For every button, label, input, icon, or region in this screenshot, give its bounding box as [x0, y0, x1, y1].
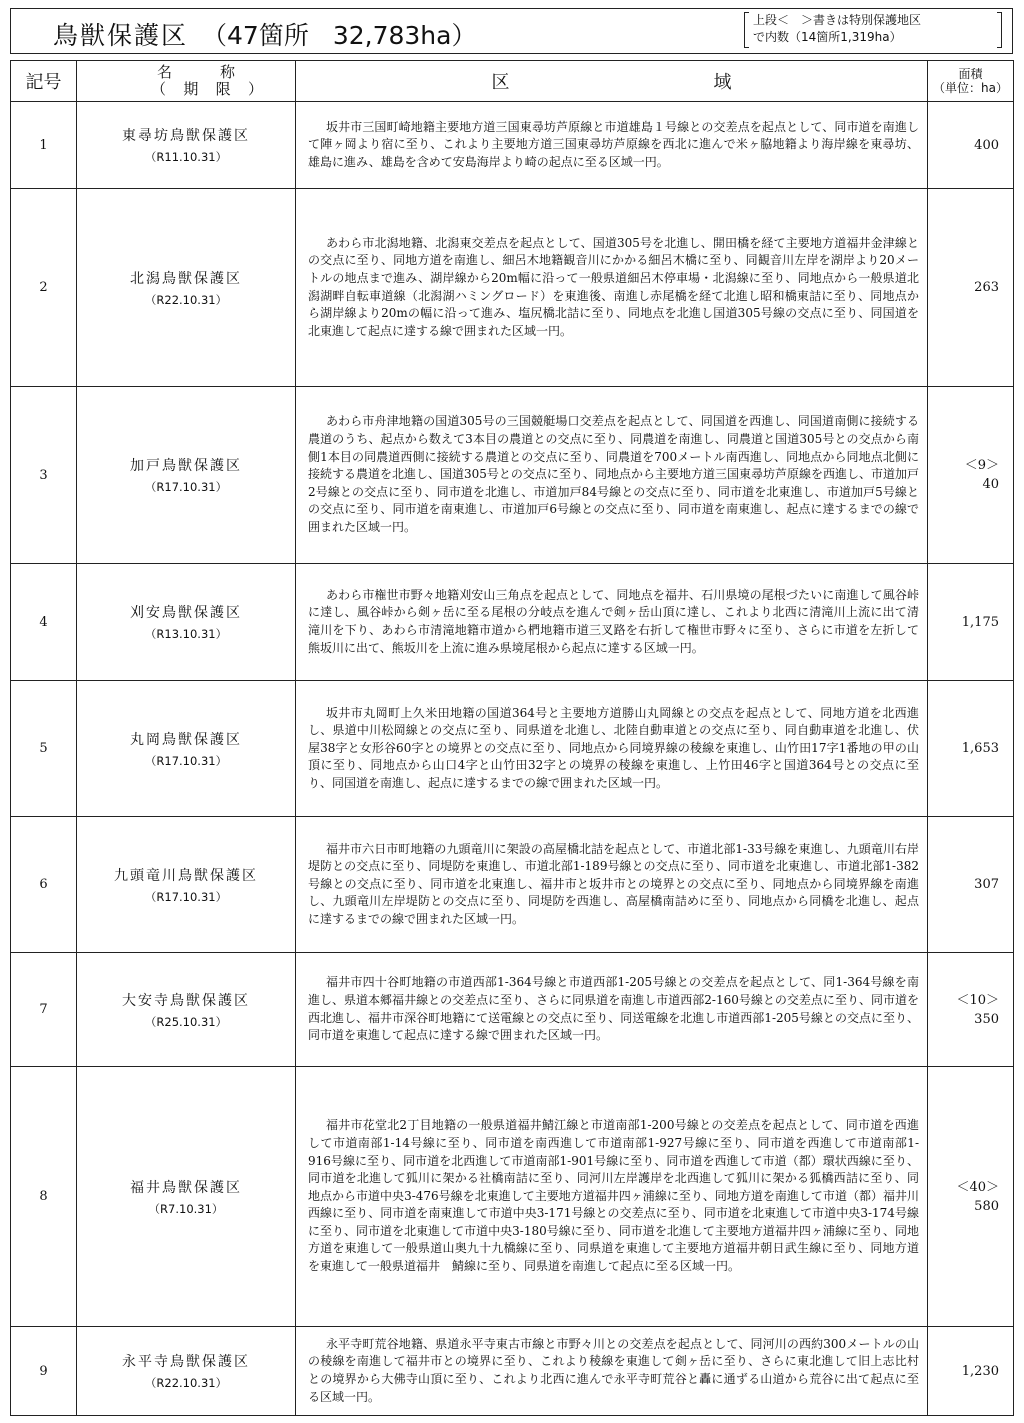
sanctuary-period: （R11.10.31） — [144, 150, 228, 164]
col-header-area-line2: （単位：ha） — [933, 81, 1008, 95]
sanctuary-period: （R22.10.31） — [144, 292, 228, 307]
region-description: 福井市六日市町地籍の九頭竜川に架設の高屋橋北詰を起点として、市道北部1-33号線を東進し、九頭竜川右岸堤防との交点に至り、同堤防を東進し、市道北部1-189号線との交点に至り、同市道を北東進し、市道北部1-382号線との交点に至り、同市道を北東進し、福井市と坂井市との境界との交点に至り、同地点から同境界線を南進し、九頭竜川左岸堤防との交点に至り、同堤防を西進し、高屋橋南詰めに至り、同地点から同橋を北進し、起点に達するまでの線で囲まれた区域一円。 — [296, 817, 928, 953]
sanctuary-period: （R7.10.31） — [148, 1201, 224, 1216]
area-value: 1,175 — [961, 614, 999, 630]
row-number: 2 — [11, 189, 77, 387]
row-number: 1 — [11, 102, 77, 189]
area-value: 307 — [974, 877, 999, 892]
table-row — [11, 1327, 1014, 1416]
col-header-name-line2: （期限） — [151, 80, 263, 98]
title-count: （47箇所 — [202, 21, 309, 50]
area-value: 1,230 — [961, 1363, 999, 1379]
area-cell — [928, 387, 1014, 564]
sanctuary-period: （R13.10.31） — [144, 627, 228, 641]
title-total-area: 32,783ha） — [332, 21, 477, 50]
table-row — [11, 1067, 1014, 1327]
sanctuary-name: 永平寺鳥獣保護区 — [122, 1354, 250, 1370]
col-header-num: 記号 — [11, 61, 77, 102]
special-area-note — [744, 12, 1002, 48]
sanctuary-name: 丸岡鳥獣保護区 — [130, 731, 242, 748]
area-value: 350 — [974, 1011, 999, 1027]
region-description: 永平寺町荒谷地籍、県道永平寺東古市線と市野々川との交差点を起点として、同河川の西約300メートルの山の稜線を南進して福井市との境界に至り、これより稜線を東進して剣ヶ岳に至り、さらに東北進して旧上志比村との境界から大佛寺山頂に至り、これより北西に進んで永平寺町荒谷と轟に通ずる山道から荒谷に出て起点に至る区域一円。 — [296, 1327, 928, 1416]
region-description: 坂井市丸岡町上久米田地籍の国道364号と主要地方道勝山丸岡線との交点を起点として、同地方道を北西進し、県道中川松岡線との交点に至り、同県道を北進し、北陸自動車道との交点に至り、同自動車道を北進し、伏屋38字と女形谷60字との境界との交点に至り、同地点から同境界線の稜線を東進し、山竹田17字1番地の甲の山頂に至り、同地点から山口4字と山竹田32字との境界の稜線を東進し、上竹田46字と国道364号との交点に至り、同国道を南進し、起点に達するまでの線で囲まれた区域一円。 — [296, 681, 928, 817]
sanctuary-period: （R17.10.31） — [144, 753, 228, 768]
sanctuary-name-cell — [77, 953, 296, 1067]
area-value: 263 — [974, 280, 999, 295]
area-cell — [928, 681, 1014, 817]
region-description: 福井市花堂北2丁目地籍の一般県道福井鯖江線と市道南部1-200号線との交差点を起点として、同市道を西進して市道南部1-14号線に至り、同市道を南西進して市道南部1-927号線に至り、同市道を西進して市道南部1-916号線に至り、同市道を北西進して市道南部1-901号線に至り、同市道を西進して市道（都）環状西線に至り、同市道を北進して狐川に架かる社橋南詰に至り、同河川左岸護岸を北西進して狐川に架かる狐橋西詰に至り、同地点から市道中央3-476号線を北東進して主要地方道福井四ヶ浦線に至り、同地方道を南進して市道（都）福井川西線に至り、同市道を南東進して市道中央3-171号線との交差点に至り、同市道を北東進して市道中央3-174号線に至り、同市道を北東進して市道中央3-180号線に至り、同市道を北進して主要地方道福井四ヶ浦線に至り、同地方道を東進して一般県道山奥九十九橋線に至り、同県道を東進して主要地方道福井朝日武生線に至り、同地方道を東進して一般県道福井 鯖線に至り、同県道を南進して起点に至る区域一円。 — [296, 1067, 928, 1327]
table-row — [11, 817, 1014, 953]
special-area: ＜9＞ — [964, 458, 999, 473]
sanctuary-name: 刈安鳥獣保護区 — [130, 605, 242, 621]
sanctuary-name-cell — [77, 1067, 296, 1327]
sanctuary-name: 東尋坊鳥獣保護区 — [122, 128, 250, 144]
table-row — [11, 953, 1014, 1067]
area-cell — [928, 189, 1014, 387]
region-description: 福井市四十谷町地籍の市道西部1-364号線と市道西部1-205号線との交差点を起点として、同1-364号線を南進し、県道本郷福井線との交差点に至り、さらに同県道を南進し市道西部2-160号線との交差点に至り、同市道を西北進し、福井市深谷町地籍にて送電線との交点に至り、同送電線を北進し市道西部1-205号線との交点に至り、同市道を東進して起点に達する線で囲まれた区域一円。 — [296, 953, 928, 1067]
row-number: 4 — [11, 564, 77, 681]
row-number: 9 — [11, 1327, 77, 1416]
col-header-name — [77, 61, 296, 102]
sanctuary-name-cell — [77, 387, 296, 564]
col-header-area — [928, 61, 1014, 102]
table-row — [11, 681, 1014, 817]
region-description: あわら市北潟地籍、北潟東交差点を起点として、国道305号を北進し、開田橋を経て主要地方道福井金津線との交点に至り、同地方道を南進し、細呂木地籍観音川にかかる細呂木橋に至り、同観音川左岸を湖岸より20メートルの地点まで進み、湖岸線から20m幅に沿って一般県道細呂木停車場・北潟線に至り、同地点から一般県道北潟湖畔自転車道線（北潟湖ハミングロード）を東進後、南進し赤尾橋を経て北進し昭和橋東詰に至り、同地点から湖岸線より20mの幅に沿って進み、塩尻橋北詰に至り、同地点を北進し国道305号線の交点に至り、同国道を北東進して起点に達する線で囲まれた区域一円。 — [296, 189, 928, 387]
sanctuary-period: （R25.10.31） — [144, 1014, 228, 1029]
sanctuary-name: 九頭竜川鳥獣保護区 — [114, 867, 258, 884]
sanctuary-period: （R17.10.31） — [144, 480, 228, 494]
col-header-name-line1: 名称 — [157, 63, 235, 81]
table-row — [11, 102, 1014, 189]
area-cell — [928, 102, 1014, 189]
sanctuary-name-cell — [77, 102, 296, 189]
area-cell — [928, 817, 1014, 953]
area-cell — [928, 564, 1014, 681]
col-header-region-text: 区域 — [491, 72, 732, 93]
sanctuary-period: （R22.10.31） — [144, 1376, 228, 1390]
sanctuary-name: 大安寺鳥獣保護区 — [122, 992, 250, 1009]
area-value: 1,653 — [961, 741, 999, 756]
sanctuary-name-cell — [77, 189, 296, 387]
region-description: あわら市権世市野々地籍刈安山三角点を起点として、同地点を福井、石川県境の尾根づたいに南進して風谷峠に達し、風谷峠から剣ヶ岳に至る尾根の分岐点を進んで剣ヶ岳山頂に達し、これより北西に清滝川上流に出て清滝川を下り、あわら市清滝地籍市道から椚地籍市道三叉路を右折して権世市野々に至り、さらに市道を左折して熊坂川に出て、熊坂川を上流に進み県境尾根から起点に達する区域一円。 — [296, 564, 928, 681]
sanctuary-table — [10, 60, 1014, 1416]
note-line-2: で内数（14箇所1,319ha） — [753, 30, 902, 44]
area-value: 40 — [982, 477, 999, 492]
table-header-row — [11, 61, 1014, 102]
row-number: 5 — [11, 681, 77, 817]
sanctuary-name-cell — [77, 817, 296, 953]
sanctuary-name: 福井鳥獣保護区 — [130, 1179, 242, 1196]
page-header — [10, 8, 1013, 54]
col-header-region — [296, 61, 928, 102]
special-area: ＜40＞ — [956, 1179, 999, 1195]
table-row — [11, 189, 1014, 387]
region-description: 坂井市三国町崎地籍主要地方道三国東尋坊芦原線と市道雄島１号線との交差点を起点として、同市道を南進して陣ヶ岡より宿に至り、これより主要地方道三国東尋坊芦原線を西北に進んで米ヶ脇地籍より海岸線を東尋坊、雄島に進み、雄島を含めて安島海岸より崎の起点に至る区域一円。 — [296, 102, 928, 189]
sanctuary-period: （R17.10.31） — [144, 889, 228, 904]
row-number: 7 — [11, 953, 77, 1067]
region-description: あわら市舟津地籍の国道305号の三国競艇場口交差点を起点として、同国道を西進し、同国道南側に接続する農道のうち、起点から数えて3本目の農道との交点に至り、同農道を南進し、同農道と国道305号との交点から南側1本目の同農道西側に接続する農道との交点に至り、同農道を700メートル南西進し、同地点から同地点北側に接続する農道を北進し、国道305号との交点に至り、同地点から主要地方道三国東尋坊芦原線を西進し、市道加戸2号線との交点に至り、同市道を北進し、市道加戸84号線との交点に至り、同市道を北東進し、市道加戸5号線との交点に至り、同市道を南東進し、市道加戸6号線との交点に至り、同市道を南東進し、起点に達するまでの線で囲まれた区域一円。 — [296, 387, 928, 564]
row-number: 3 — [11, 387, 77, 564]
table-row — [11, 387, 1014, 564]
sanctuary-name: 加戸鳥獣保護区 — [130, 458, 242, 474]
sanctuary-name-cell — [77, 1327, 296, 1416]
special-area: ＜10＞ — [956, 992, 999, 1008]
area-cell — [928, 953, 1014, 1067]
sanctuary-name-cell — [77, 564, 296, 681]
page-title — [53, 16, 476, 52]
area-value: 400 — [974, 137, 999, 153]
area-cell — [928, 1067, 1014, 1327]
title-text: 鳥獣保護区 — [53, 21, 189, 50]
row-number: 6 — [11, 817, 77, 953]
col-header-area-line1: 面積 — [958, 67, 983, 81]
table-row — [11, 564, 1014, 681]
sanctuary-name: 北潟鳥獣保護区 — [130, 270, 242, 287]
area-value: 580 — [974, 1198, 999, 1214]
note-line-1: 上段＜ ＞書きは特別保護地区 — [753, 13, 922, 27]
sanctuary-name-cell — [77, 681, 296, 817]
row-number: 8 — [11, 1067, 77, 1327]
area-cell — [928, 1327, 1014, 1416]
